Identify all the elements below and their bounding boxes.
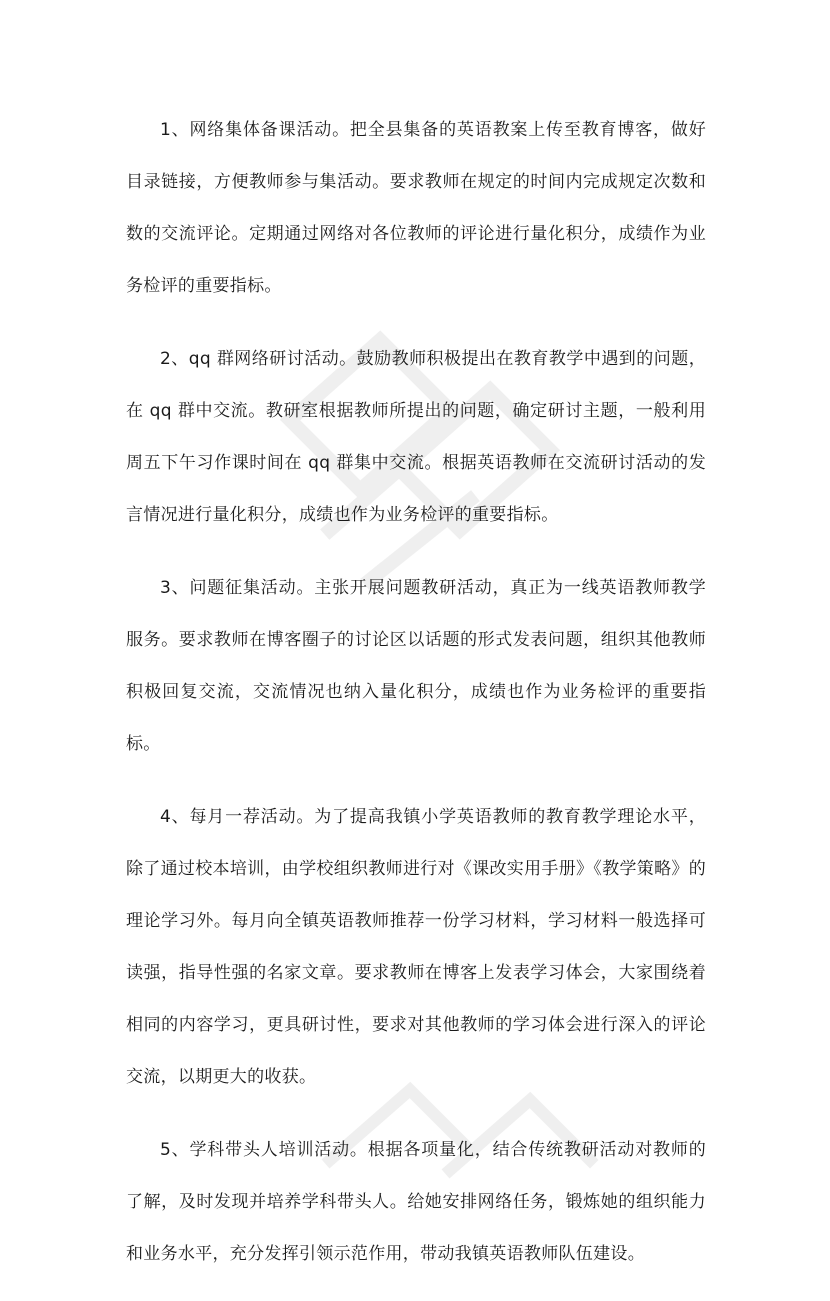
paragraph-2: 2、qq 群网络研讨活动。鼓励教师积极提出在教育教学中遇到的问题，在 qq 群中交流。教研室根据教师所提出的问题，确定研讨主题，一般利用周五下午习作课时间在 qq 群集中交流。根据英语教师在交流研讨活动的发言情况进行量化积分，成绩也作为业务检评的重要指标。 bbox=[126, 349, 706, 525]
document-body bbox=[126, 104, 706, 1301]
paragraph-4: 4、每月一荐活动。为了提高我镇小学英语教师的教育教学理论水平，除了通过校本培训，由学校组织教师进行对《课改实用手册》《教学策略》的理论学习外。每月向全镇英语教师推荐一份学习材料，学习材料一般选择可读强，指导性强的名家文章。要求教师在博客上发表学习体会，大家围绕着相同的内容学习，更具研讨性，要求对其他教师的学习体会进行深入的评论交流，以期更大的收获。 bbox=[126, 807, 706, 1087]
paragraph-5: 5、学科带头人培训活动。根据各项量化，结合传统教研活动对教师的了解，及时发现并培养学科带头人。给她安排网络任务，锻炼她的组织能力和业务水平，充分发挥引领示范作用，带动我镇英语教师队伍建设。 bbox=[126, 1140, 706, 1264]
paragraph-1: 1、网络集体备课活动。把全县集备的英语教案上传至教育博客，做好目录链接，方便教师参与集活动。要求教师在规定的时间内完成规定次数和数的交流评论。定期通过网络对各位教师的评论进行量化积分，成绩作为业务检评的重要指标。 bbox=[126, 120, 706, 296]
paragraph-3: 3、问题征集活动。主张开展问题教研活动，真正为一线英语教师教学服务。要求教师在博客圈子的讨论区以话题的形式发表问题，组织其他教师积极回复交流，交流情况也纳入量化积分，成绩也作为业务检评的重要指标。 bbox=[126, 578, 706, 754]
